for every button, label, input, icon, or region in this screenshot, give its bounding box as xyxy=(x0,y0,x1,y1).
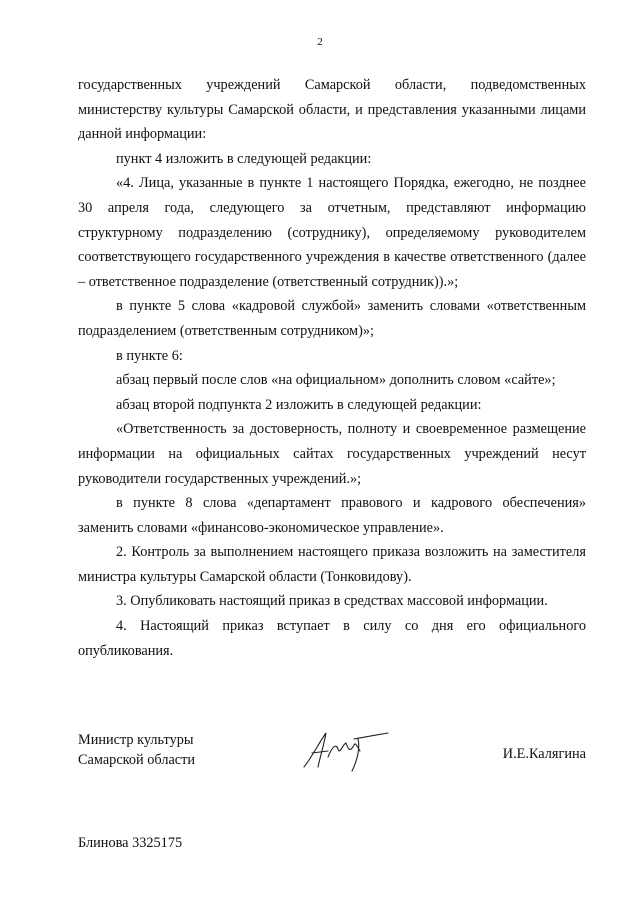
paragraph-continuation: государственных учреждений Самарской области, подведомственных министерству культуры Самарской области, и представления указанными лицами данной информации: xyxy=(78,77,586,143)
handwritten-signature xyxy=(298,727,390,773)
signatory-name: И.Е.Калягина xyxy=(502,746,586,762)
paragraph-item-4-intro: пункт 4 изложить в следующей редакции: xyxy=(116,150,372,167)
paragraph-item-8: в пункте 8 слова «департамент правового и кадрового обеспечения» заменить словами «финансово-экономическое управление». xyxy=(78,495,586,536)
paragraph-item-6-first: абзац первый после слов «на официальном» дополнить словом «сайте»; xyxy=(116,372,556,389)
paragraph-item-5: в пункте 5 слова «кадровой службой» заменить словами «ответственным подразделением (ответственным сотрудником)»; xyxy=(78,298,586,339)
document-body xyxy=(78,73,586,663)
executor-contact: Блинова 3325175 xyxy=(78,835,183,851)
paragraph-control: 2. Контроль за выполнением настоящего приказа возложить на заместителя министра культуры Самарской области (Тонковидову). xyxy=(78,544,586,585)
paragraph-item-6-intro: в пункте 6: xyxy=(116,347,183,364)
signatory-title-line2: Самарской области xyxy=(78,752,196,768)
paragraph-item-6-second: абзац второй подпункта 2 изложить в следующей редакции: xyxy=(116,396,482,413)
page-number: 2 xyxy=(317,36,323,48)
paragraph-publish: 3. Опубликовать настоящий приказ в средствах массовой информации. xyxy=(116,593,548,610)
signature-block xyxy=(78,727,586,779)
signatory-title xyxy=(78,730,195,770)
paragraph-item-4-text: «4. Лица, указанные в пункте 1 настоящего Порядка, ежегодно, не позднее 30 апреля года, следующего за отчетным, представляют информацию структурному подразделению (сотруднику), определяемому руководителем соответствующего государственного учреждения в качестве ответственного (далее – ответственное подразделение (ответственный сотрудник)).»; xyxy=(78,175,586,290)
signatory-title-line1: Министр культуры xyxy=(78,732,194,748)
paragraph-responsibility-quote: «Ответственность за достоверность, полноту и своевременное размещение информации на официальных сайтах государственных учреждений несут руководители государственных учреждений.»; xyxy=(78,421,586,487)
paragraph-effective: 4. Настоящий приказ вступает в силу со дня его официального опубликования. xyxy=(78,618,586,659)
